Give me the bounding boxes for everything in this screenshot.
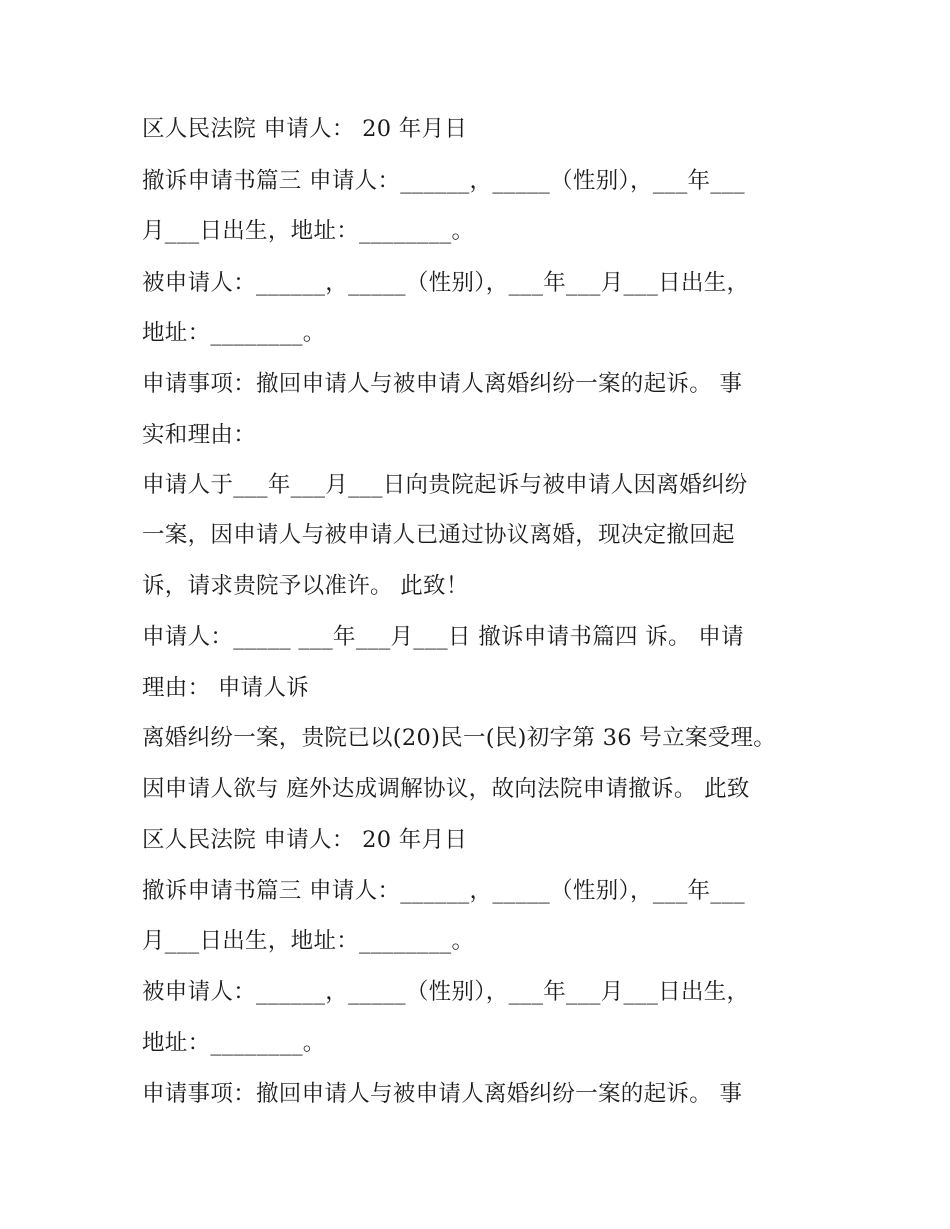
text-line: 申请事项：撤回申请人与被申请人离婚纠纷一案的起诉。 事 (142, 371, 743, 397)
text-line: 地址：________。 (142, 1030, 326, 1056)
text-line: 被申请人：______，_____（性别），___年___月___日出生， (142, 270, 750, 296)
text-line: 实和理由： (142, 422, 257, 448)
text-line: 一案，因申请人与被申请人已通过协议离婚，现决定撤回起 (142, 522, 735, 548)
text-line: 撤诉申请书篇三 申请人：______，_____（性别），___年___ (142, 878, 745, 904)
text-line: 理由： 申请人诉 (142, 675, 310, 701)
text-line: 被申请人：______，_____（性别），___年___月___日出生， (142, 979, 750, 1005)
text-line: 区人民法院 申请人： 20 年月日 (142, 116, 468, 142)
text-line: 申请人：_____ ___年___月___日 撤诉申请书篇四 诉。 申请 (142, 624, 744, 650)
text-line: 诉，请求贵院予以准许。 此致！ (142, 573, 469, 599)
text-line: 月___日出生，地址：________。 (142, 218, 475, 244)
text-line: 申请人于___年___月___日向贵院起诉与被申请人因离婚纠纷 (142, 472, 748, 498)
text-line: 申请事项：撤回申请人与被申请人离婚纠纷一案的起诉。 事 (142, 1081, 743, 1107)
text-line: 月___日出生，地址：________。 (142, 928, 475, 954)
text-line: 地址：________。 (142, 320, 326, 346)
text-line: 离婚纠纷一案，贵院已以(20)民一(民)初字第 36 号立案受理。 (142, 725, 777, 751)
text-line: 区人民法院 申请人： 20 年月日 (142, 827, 468, 853)
text-line: 因申请人欲与 庭外达成调解协议，故向法院申请撤诉。 此致 (142, 776, 750, 802)
text-line: 撤诉申请书篇三 申请人：______，_____（性别），___年___ (142, 168, 745, 194)
